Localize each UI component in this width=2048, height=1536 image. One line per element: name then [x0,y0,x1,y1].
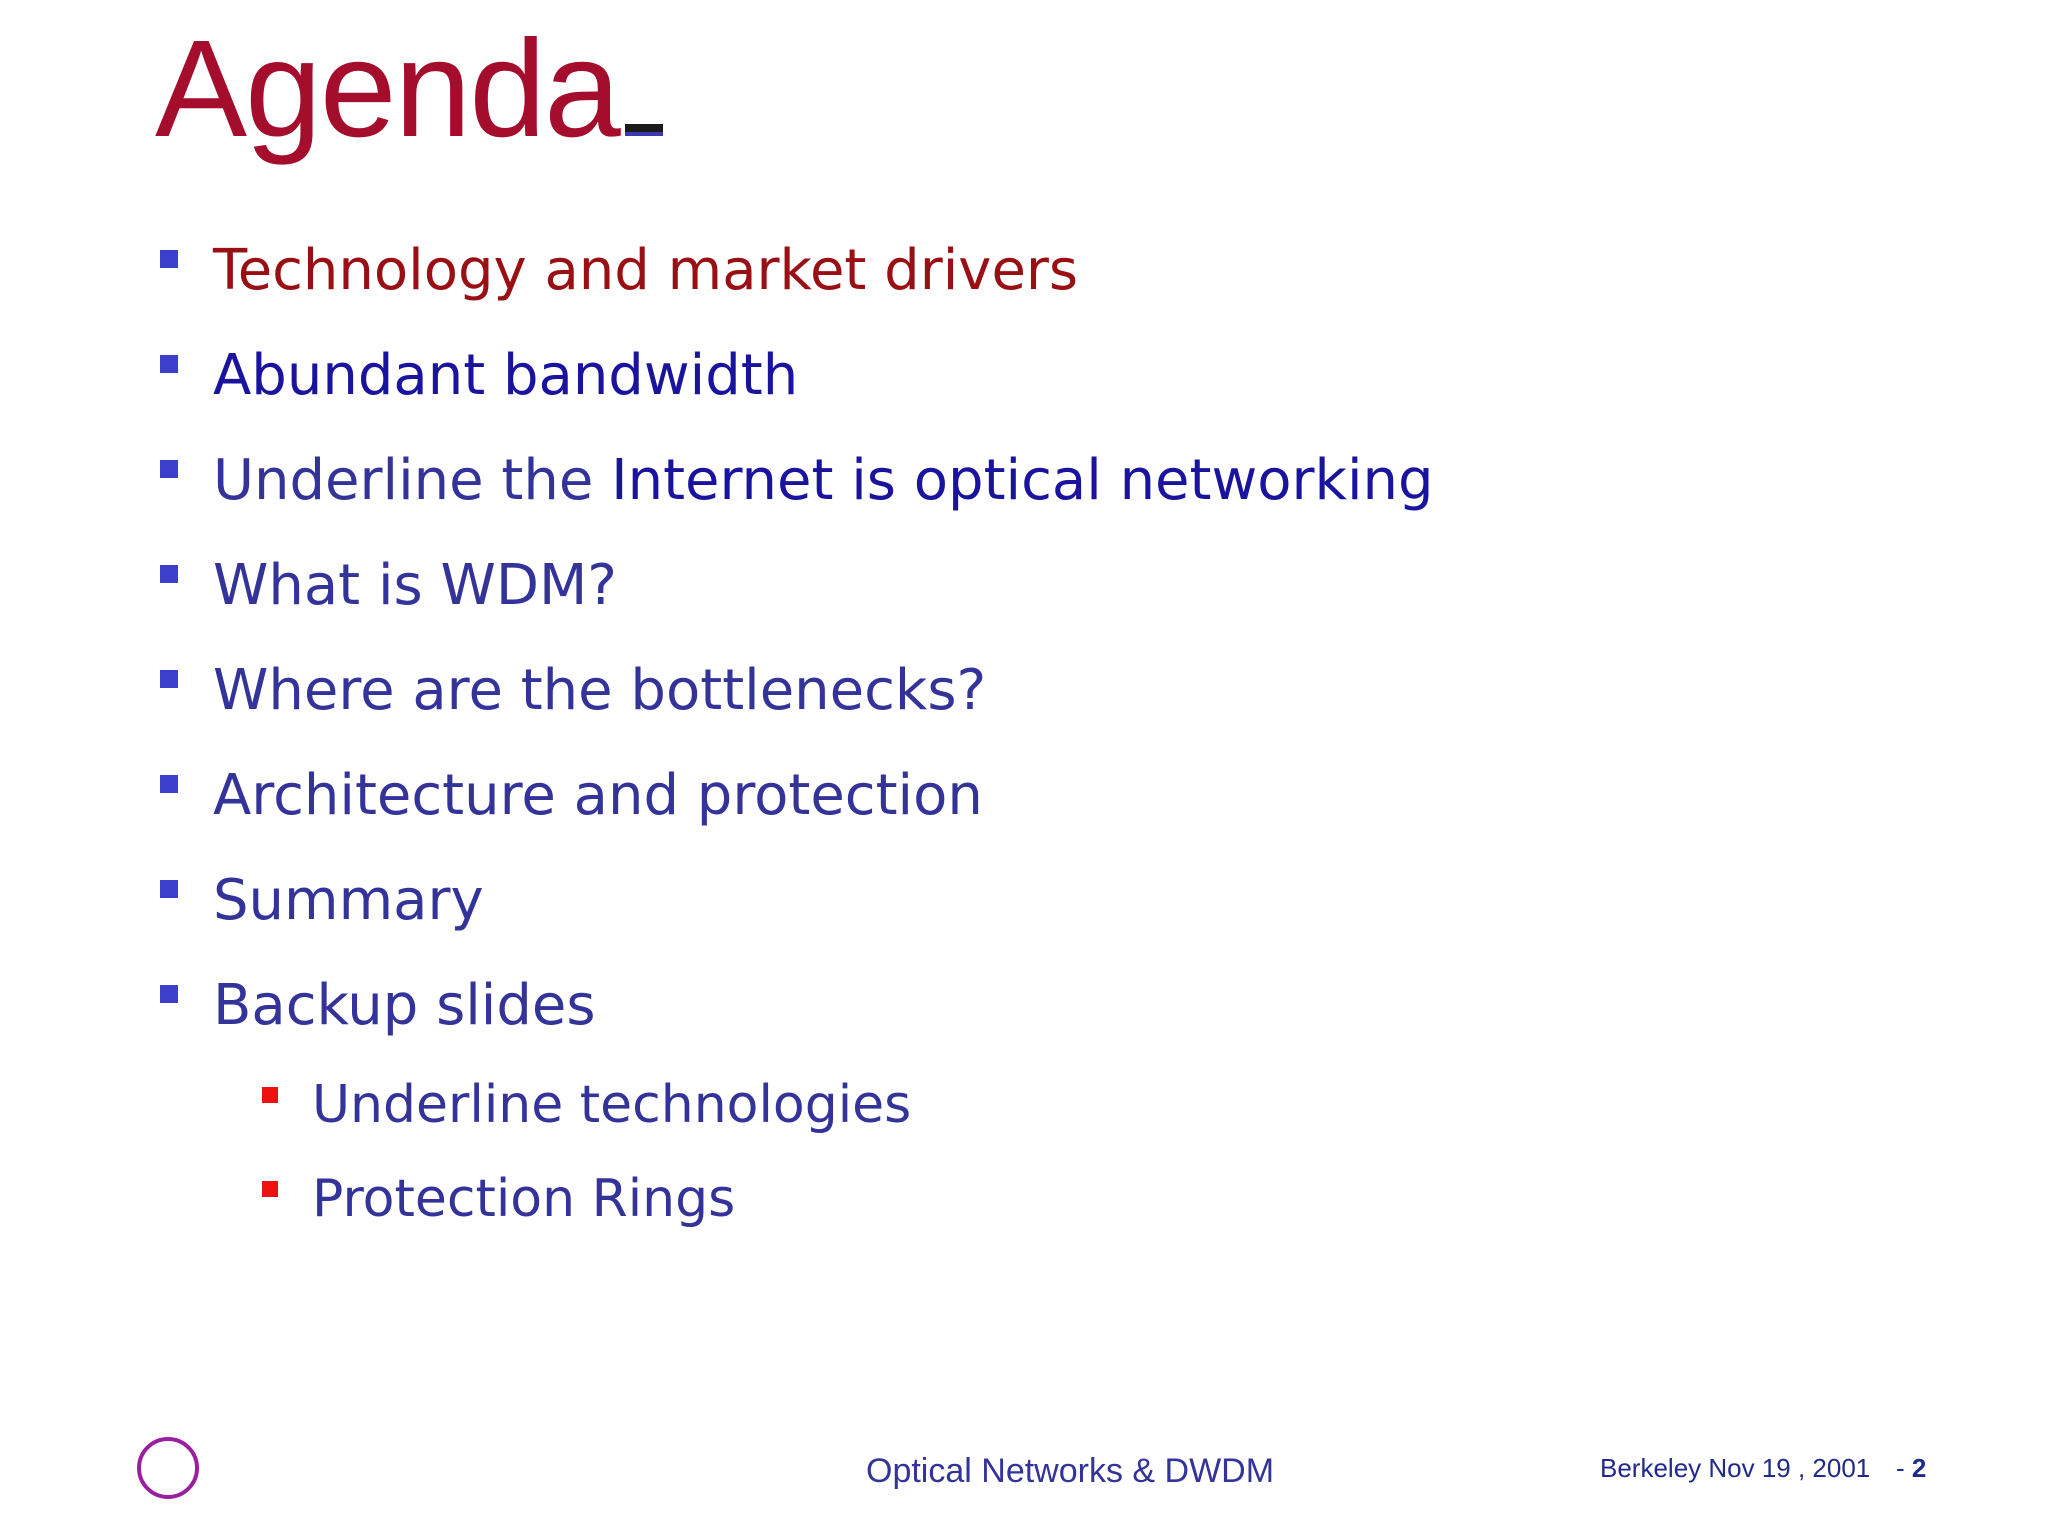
agenda-item-label-part2: Internet is optical networking [611,448,1434,513]
square-bullet-icon [262,1087,278,1103]
slide-title-text: Agenda [155,12,619,166]
square-bullet-icon [160,565,178,583]
square-bullet-icon [160,880,178,898]
agenda-item-summary [160,868,484,933]
sub-item-underline-technologies [262,1075,911,1135]
agenda-item-label: Abundant bandwidth [213,343,799,408]
agenda-item-label: What is WDM? [213,553,618,618]
agenda-item-label: Where are the bottlenecks? [213,658,987,723]
square-bullet-icon [160,775,178,793]
agenda-item-bottlenecks [160,658,986,723]
agenda-item-wdm [160,553,617,618]
sub-item-label: Underline technologies [312,1075,912,1135]
square-bullet-icon [262,1181,278,1197]
footer-date: Berkeley Nov 19 , 2001 [1600,1453,1871,1483]
circle-logo-icon [137,1437,199,1499]
page-number-value: 2 [1911,1453,1927,1483]
agenda-item-label: Architecture and protection [213,763,983,828]
agenda-item-label: Technology and market drivers [213,238,1079,303]
agenda-item-technology [160,238,1078,303]
square-bullet-icon [160,985,178,1003]
agenda-item-internet [160,448,1434,513]
square-bullet-icon [160,460,178,478]
square-bullet-icon [160,250,178,268]
page-number [1896,1453,1926,1484]
square-bullet-icon [160,670,178,688]
square-bullet-icon [160,355,178,373]
agenda-item-label: Summary [213,868,484,933]
agenda-item-architecture [160,763,983,828]
agenda-item-backup [160,973,596,1038]
page-number-prefix: - [1896,1453,1912,1483]
footer-title: Optical Networks & DWDM [866,1452,1275,1490]
agenda-item-label: Backup slides [213,973,596,1038]
sub-item-protection-rings [262,1169,735,1229]
sub-item-label: Protection Rings [312,1169,736,1229]
agenda-item-label-part1: Underline the [213,448,612,513]
agenda-item-bandwidth [160,343,798,408]
